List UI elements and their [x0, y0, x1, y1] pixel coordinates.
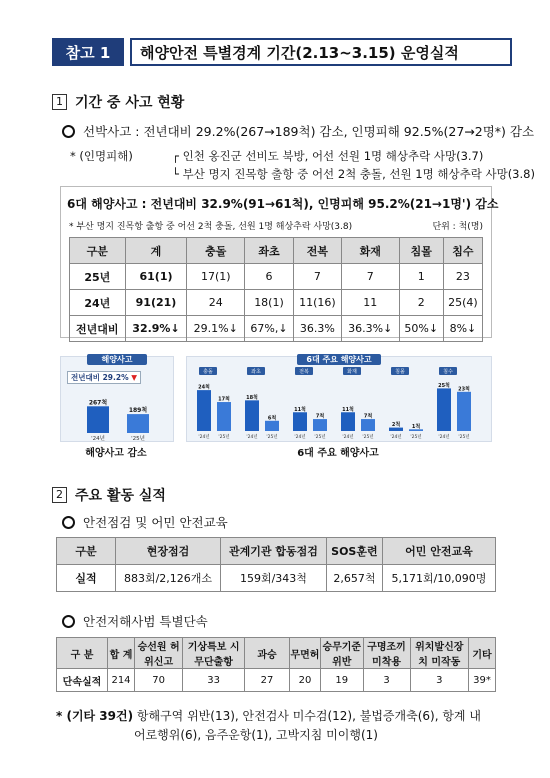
- summary-bullet: [62, 122, 534, 140]
- left-chart-caption: 해양사고 감소: [85, 448, 147, 459]
- group-label: 충돌: [203, 369, 213, 375]
- table-header-cell: 어민 안전교육: [382, 538, 495, 565]
- section-2-heading: [52, 485, 166, 505]
- reference-tag: 참고 1: [52, 38, 124, 66]
- table-cell: 7: [293, 264, 341, 290]
- table-cell: 단속실적: [57, 669, 108, 692]
- summary-text: 선박사고 : 전년대비 29.2%(267→189척) 감소, 인명피해 92.5%(27→2명*) 감소: [83, 124, 535, 139]
- table-cell: 6: [245, 264, 294, 290]
- table-cell: 29.1%↓: [187, 316, 245, 342]
- circle-bullet-icon: [62, 615, 75, 628]
- table-cell: 5,171회/10,090명: [382, 565, 495, 592]
- footnote-lead: * (기타 39건): [56, 709, 134, 723]
- bar: [457, 392, 471, 431]
- data-label: 11척: [342, 406, 354, 413]
- casualty-label: * (인명피해): [70, 149, 133, 163]
- table-cell: 전년대비: [70, 316, 126, 342]
- table-cell: 23: [443, 264, 482, 290]
- section-number: 2: [52, 487, 67, 503]
- table-cell: 61(1): [125, 264, 187, 290]
- tick-label: '25년: [266, 435, 278, 440]
- table-cell: 33: [183, 669, 245, 692]
- table-cell: 24년: [70, 290, 126, 316]
- table-cell: 2,657척: [326, 565, 382, 592]
- bar: [245, 400, 259, 431]
- table-cell: 25(4): [443, 290, 482, 316]
- bar: [87, 406, 109, 433]
- bar: [341, 412, 355, 431]
- tick-label: '25년: [410, 435, 422, 440]
- table-cell: 214: [108, 669, 135, 692]
- tick-label: '24년: [246, 435, 258, 440]
- bar: [127, 414, 149, 433]
- accident-table: [69, 237, 483, 342]
- page-title: 해양안전 특별경계 기간(2.13~3.15) 운영실적: [130, 38, 512, 66]
- group-label: 좌초: [251, 369, 261, 375]
- edu-title: 안전점검 및 어민 안전교육: [83, 515, 228, 530]
- section-1-heading: [52, 92, 184, 112]
- table-cell: 39*: [469, 669, 496, 692]
- box-title: 6대 해양사고 : 전년대비 32.9%(91→61척), 인명피해 95.2%(21→1명') 감소: [67, 197, 499, 211]
- table-cell: 67%,↓: [245, 316, 294, 342]
- table-cell: 18(1): [245, 290, 294, 316]
- table-header-cell: 구분: [70, 238, 126, 264]
- tick-label: '25년: [218, 435, 230, 440]
- table-cell: 70: [135, 669, 183, 692]
- table-header-cell: 침수: [443, 238, 482, 264]
- unit-label: 단위 : 척(명): [432, 222, 483, 232]
- right-bar-svg: [187, 367, 491, 441]
- group-label: 침수: [443, 369, 453, 375]
- data-label: 6척: [267, 415, 277, 422]
- bar: [293, 412, 307, 431]
- report-header: [52, 38, 512, 66]
- table-cell: 25년: [70, 264, 126, 290]
- chart-title: 6대 주요 해양사고: [297, 354, 381, 365]
- circle-bullet-icon: [62, 125, 75, 138]
- table-cell: 3: [363, 669, 410, 692]
- data-label: 23척: [458, 386, 470, 393]
- table-header-cell: 현장점검: [116, 538, 221, 565]
- six-accident-chart: [186, 356, 492, 442]
- data-label: 18척: [246, 394, 258, 401]
- down-arrow-icon: ▼: [128, 373, 138, 382]
- table-cell: 11: [341, 290, 399, 316]
- circle-bullet-icon: [62, 516, 75, 529]
- table-header-cell: 합 계: [108, 638, 135, 669]
- table-header-cell: 위치발신장치 미작동: [410, 638, 468, 669]
- data-label: 267척: [88, 399, 108, 407]
- table-row: [57, 565, 496, 592]
- table-header-cell: 전복: [293, 238, 341, 264]
- group-label: 침몰: [395, 369, 405, 375]
- section-title: 주요 활동 실적: [75, 488, 166, 504]
- casualty-line-2: └ 부산 명지 진목항 출항 중 어선 2척 충돌, 선원 1명 해상추락 사망(3.8): [172, 167, 535, 181]
- table-row: [70, 264, 483, 290]
- data-label: 7척: [363, 413, 373, 420]
- tick-label: '25년: [131, 436, 145, 441]
- data-label: 24척: [198, 384, 210, 391]
- table-header-row: [57, 638, 496, 669]
- table-header-cell: 무면허: [289, 638, 320, 669]
- table-cell: 91(21): [125, 290, 187, 316]
- table-row: [57, 669, 496, 692]
- table-header-cell: 기타: [469, 638, 496, 669]
- data-label: 7척: [315, 413, 325, 420]
- table-cell: 27: [244, 669, 289, 692]
- group-label: 화재: [347, 369, 357, 375]
- footnote-line-2: 어로행위(6), 음주운항(1), 고박지침 미이행(1): [134, 728, 378, 742]
- table-cell: 20: [289, 669, 320, 692]
- bar: [437, 388, 451, 431]
- table-header-cell: 화재: [341, 238, 399, 264]
- chart-title: 해양사고: [87, 354, 147, 365]
- box-note: * 부산 명지 진목항 출항 중 어선 2척 충돌, 선원 1명 해상추락 사망(3.8): [69, 222, 353, 232]
- casualty-line-1: ┌ 인천 옹진군 선비도 북방, 어선 선원 1명 해상추락 사망(3.7): [172, 149, 484, 163]
- data-label: 25척: [438, 382, 450, 389]
- table-header-row: [57, 538, 496, 565]
- marine-accident-chart: [60, 356, 174, 442]
- table-header-cell: 침몰: [399, 238, 443, 264]
- table-cell: 32.9%↓: [125, 316, 187, 342]
- data-label: 2척: [391, 422, 401, 429]
- table-cell: 3: [410, 669, 468, 692]
- bar: [361, 419, 375, 431]
- table-header-cell: 구분: [57, 538, 116, 565]
- table-cell: 8%↓: [443, 316, 482, 342]
- crackdown-bullet: [62, 612, 208, 630]
- table-cell: 17(1): [187, 264, 245, 290]
- bar: [197, 390, 211, 431]
- table-header-row: [70, 238, 483, 264]
- table-header-cell: 계: [125, 238, 187, 264]
- data-label: 11척: [294, 406, 306, 413]
- crackdown-table: [56, 637, 496, 692]
- bar: [389, 428, 403, 431]
- table-cell: 7: [341, 264, 399, 290]
- table-header-cell: 구 분: [57, 638, 108, 669]
- table-header-cell: SOS훈련: [326, 538, 382, 565]
- six-accident-box: [60, 186, 499, 338]
- footnote-text: 항해구역 위반(13), 안전검사 미수검(12), 불법증개축(6), 항계 내: [133, 709, 481, 723]
- tick-label: '24년: [91, 436, 105, 441]
- table-header-cell: 승무기준 위반: [320, 638, 363, 669]
- group-label: 전복: [299, 369, 309, 375]
- table-cell: 19: [320, 669, 363, 692]
- left-bar-svg: [61, 383, 173, 441]
- table-header-cell: 승선원 허위신고: [135, 638, 183, 669]
- edu-table: [56, 537, 496, 592]
- right-chart-caption: 6대 주요 해양사고: [297, 448, 379, 459]
- tick-label: '24년: [390, 435, 402, 440]
- table-header-cell: 과승: [244, 638, 289, 669]
- table-cell: 1: [399, 264, 443, 290]
- badge-text: 전년대비 29.2%: [71, 373, 129, 382]
- table-cell: 36.3%: [293, 316, 341, 342]
- table-header-cell: 충돌: [187, 238, 245, 264]
- tick-label: '24년: [198, 435, 210, 440]
- table-header-cell: 기상특보 시 무단출항: [183, 638, 245, 669]
- table-header-cell: 구명조끼 미착용: [363, 638, 410, 669]
- tick-label: '25년: [458, 435, 470, 440]
- table-cell: 50%↓: [399, 316, 443, 342]
- edu-bullet: [62, 513, 228, 531]
- section-number: 1: [52, 94, 67, 110]
- table-cell: 11(16): [293, 290, 341, 316]
- tick-label: '25년: [362, 435, 374, 440]
- bar: [313, 419, 327, 431]
- table-cell: 883회/2,126개소: [116, 565, 221, 592]
- bar: [217, 402, 231, 431]
- table-cell: 36.3%↓: [341, 316, 399, 342]
- crackdown-title: 안전저해사범 특별단속: [83, 614, 208, 629]
- footnote-line-1: [56, 707, 481, 724]
- table-cell: 159회/343척: [221, 565, 327, 592]
- table-cell: 24: [187, 290, 245, 316]
- table-cell: 2: [399, 290, 443, 316]
- tick-label: '24년: [438, 435, 450, 440]
- table-row: [70, 290, 483, 316]
- tick-label: '25년: [314, 435, 326, 440]
- table-header-cell: 관계기관 합동점검: [221, 538, 327, 565]
- tick-label: '24년: [294, 435, 306, 440]
- table-header-cell: 좌초: [245, 238, 294, 264]
- table-cell: 실적: [57, 565, 116, 592]
- section-title: 기간 중 사고 현황: [75, 95, 185, 111]
- bar: [265, 421, 279, 431]
- data-label: 189척: [128, 407, 148, 415]
- data-label: 1척: [411, 423, 421, 430]
- data-label: 17척: [218, 396, 230, 403]
- table-row: [70, 316, 483, 342]
- tick-label: '24년: [342, 435, 354, 440]
